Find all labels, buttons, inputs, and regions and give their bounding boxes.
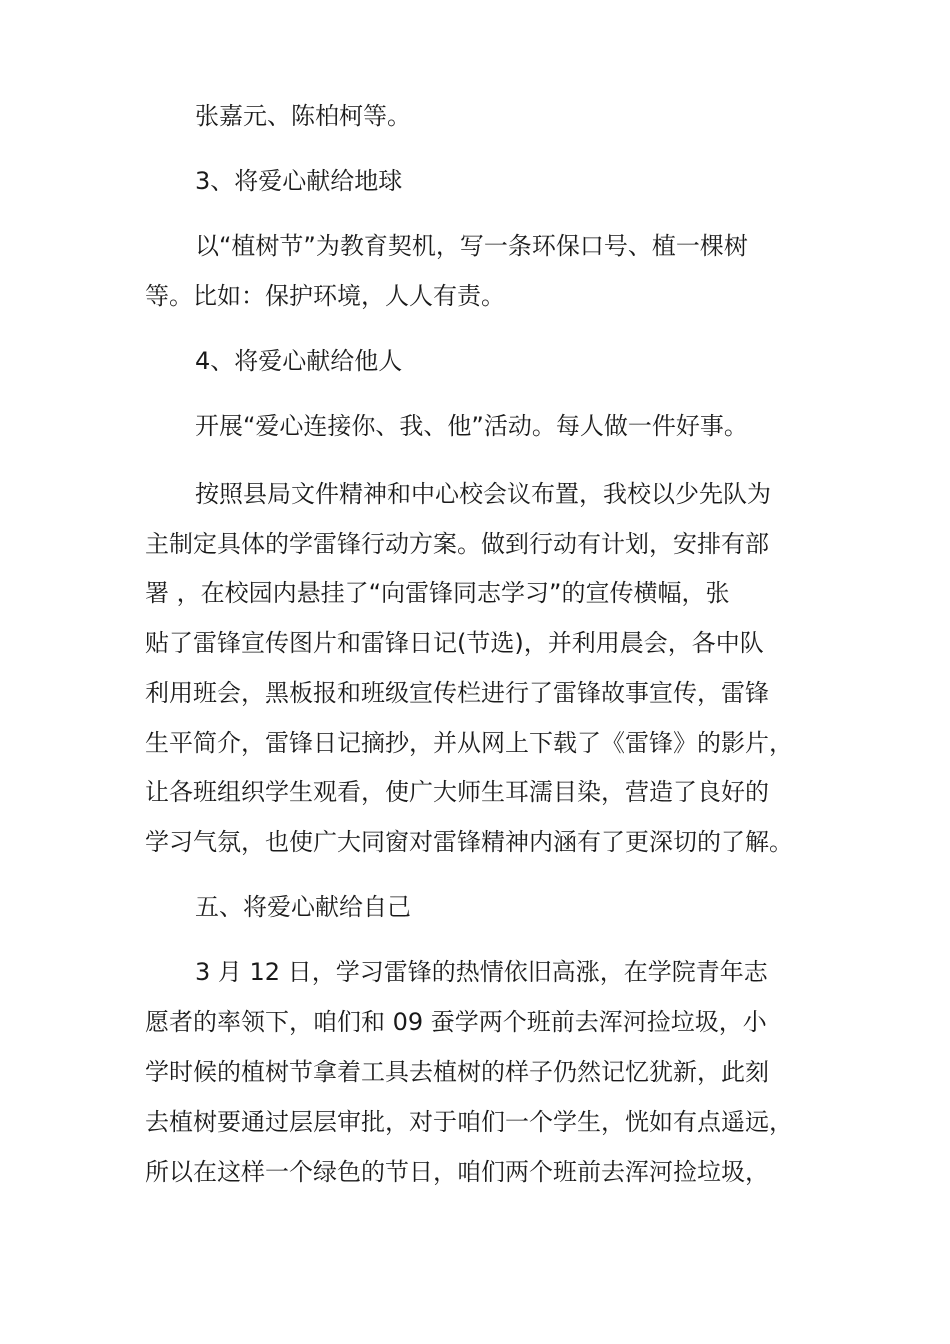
paragraph-line: 贴了雷锋宣传图片和雷锋日记(节选)，并利用晨会，各中队: [145, 629, 764, 657]
paragraph-line: 开展“爱心连接你、我、他”活动。每人做一件好事。: [195, 412, 748, 440]
paragraph-line: 3 月 12 日，学习雷锋的热情依旧高涨，在学院青年志: [195, 958, 768, 986]
paragraph-line: 利用班会，黑板报和班级宣传栏进行了雷锋故事宣传，雷锋: [145, 679, 769, 707]
paragraph-line: 以“植树节”为教育契机，写一条环保口号、植一棵树: [195, 232, 748, 260]
paragraph-line: 按照县局文件精神和中心校会议布置，我校以少先队为: [195, 480, 771, 508]
paragraph-line: 愿者的率领下，咱们和 09 蚕学两个班前去浑河捡垃圾，小: [145, 1008, 767, 1036]
paragraph-line: 让各班组织学生观看，使广大师生耳濡目染，营造了良好的: [145, 778, 769, 806]
paragraph-line: 去植树要通过层层审批，对于咱们一个学生，恍如有点遥远，: [145, 1108, 793, 1136]
paragraph-line: 所以在这样一个绿色的节日，咱们两个班前去浑河捡垃圾，: [145, 1158, 769, 1186]
paragraph-line: 署 ，在校园内悬挂了“向雷锋同志学习”的宣传横幅，张: [145, 579, 730, 607]
paragraph-line: 生平简介，雷锋日记摘抄，并从网上下载了《雷锋》的影片，: [145, 729, 793, 757]
paragraph-line: 主制定具体的学雷锋行动方案。做到行动有计划，安排有部: [145, 530, 769, 558]
paragraph-line: 学时候的植树节拿着工具去植树的样子仍然记忆犹新，此刻: [145, 1058, 769, 1086]
section-heading: 4、将爱心献给他人: [195, 347, 403, 375]
section-heading: 五、将爱心献给自己: [195, 893, 411, 921]
paragraph-line: 张嘉元、陈柏柯等。: [195, 102, 411, 130]
paragraph-line: 学习气氛，也使广大同窗对雷锋精神内涵有了更深切的了解。: [145, 828, 793, 856]
section-heading: 3、将爱心献给地球: [195, 167, 403, 195]
paragraph-line: 等。比如：保护环境，人人有责。: [145, 282, 505, 310]
